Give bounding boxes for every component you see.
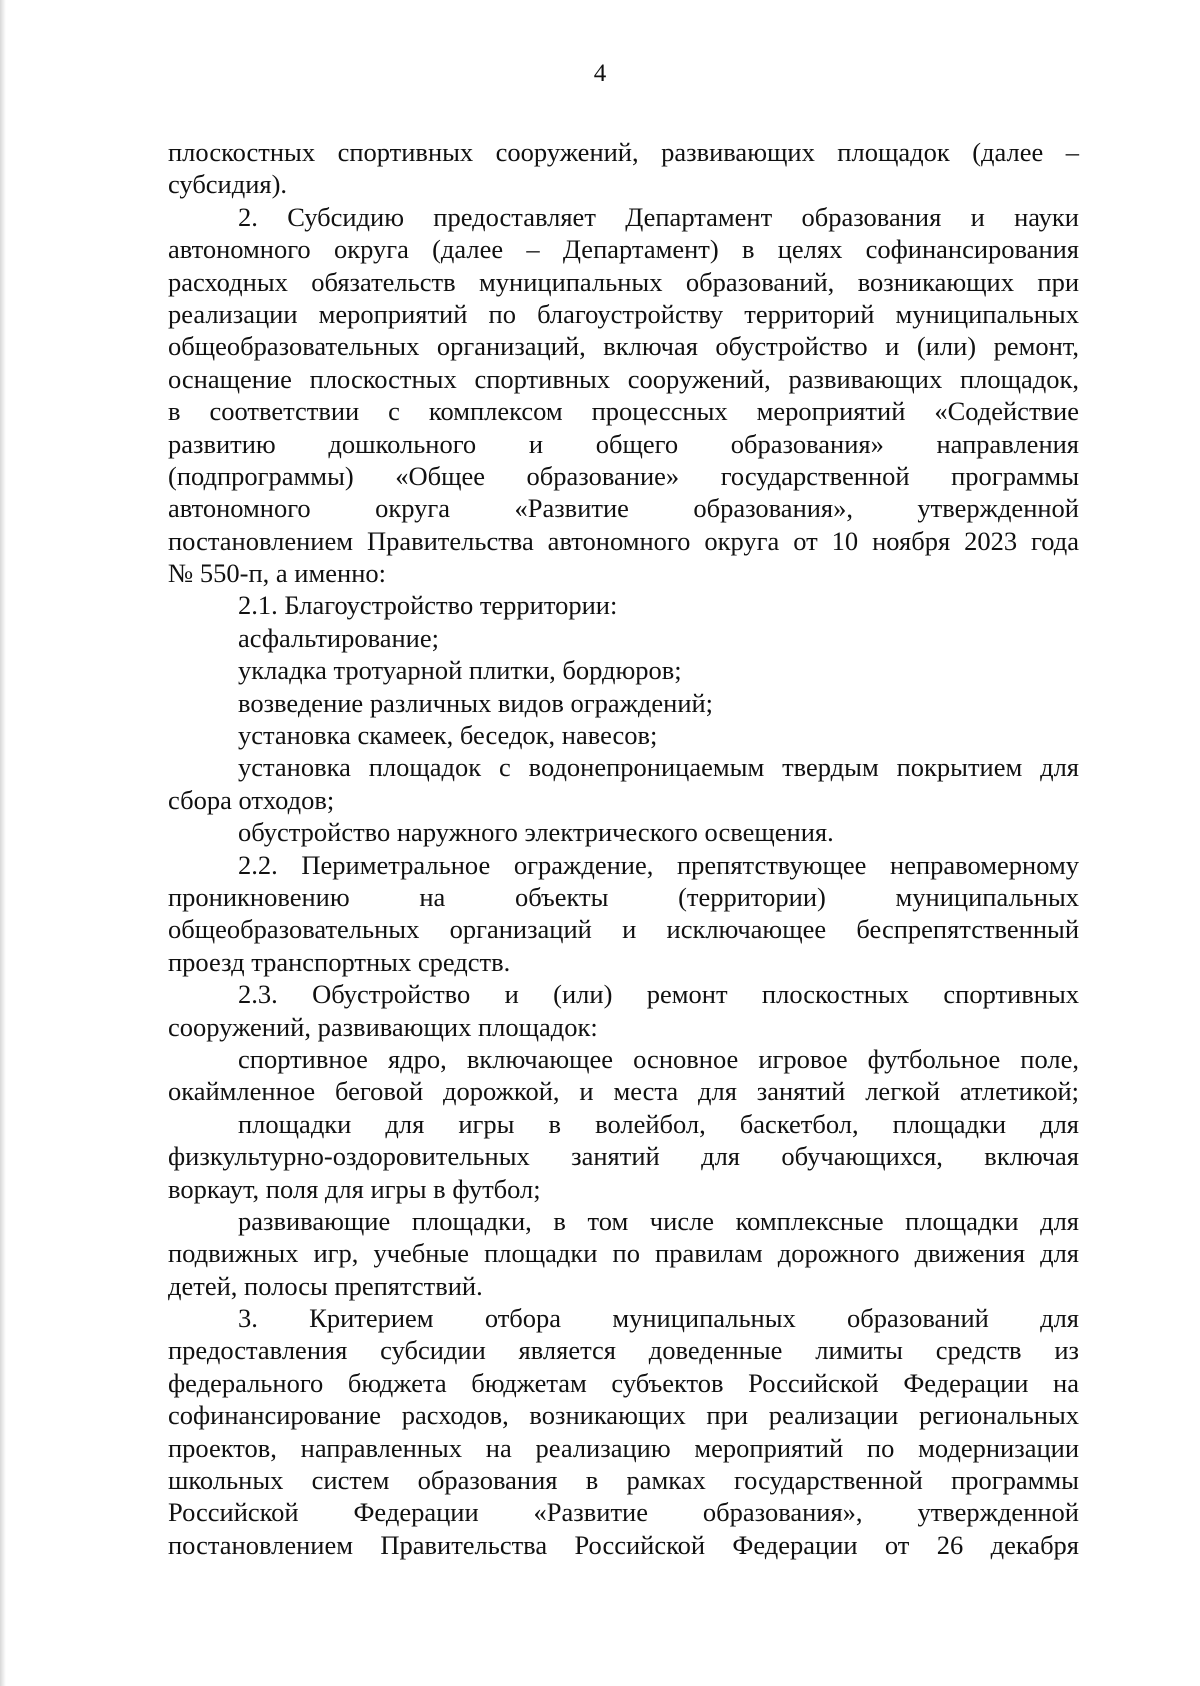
page-number: 4 bbox=[593, 60, 607, 87]
text-line: предоставления субсидии является доведенные лимиты средств из bbox=[168, 1335, 1079, 1366]
text-line: установка площадок с водонепроницаемым твердым покрытием для bbox=[238, 752, 1079, 783]
text-line: Российской Федерации «Развитие образования», утвержденной bbox=[168, 1497, 1079, 1528]
text-line: 3. Критерием отбора муниципальных образований для bbox=[238, 1303, 1079, 1334]
text-line: проезд транспортных средств. bbox=[168, 946, 511, 977]
text-line: подвижных игр, учебные площадки по правилам дорожного движения для bbox=[168, 1238, 1079, 1269]
text-line: федерального бюджета бюджетам субъектов Российской Федерации на bbox=[168, 1367, 1079, 1398]
text-line: школьных систем образования в рамках государственной программы bbox=[168, 1465, 1079, 1496]
text-line: развитию дошкольного и общего образования» направления bbox=[168, 428, 1079, 459]
text-line: субсидия). bbox=[168, 169, 288, 200]
text-line: автономного округа (далее – Департамент) в целях софинансирования bbox=[168, 234, 1079, 265]
text-line: асфальтирование; bbox=[238, 622, 439, 653]
text-line: обустройство наружного электрического освещения. bbox=[238, 817, 834, 848]
text-line: развивающие площадки, в том числе комплексные площадки для bbox=[238, 1205, 1079, 1236]
text-line: расходных обязательств муниципальных образований, возникающих при bbox=[168, 266, 1079, 297]
text-line: постановлением Правительства Российской Федерации от 26 декабря bbox=[168, 1529, 1079, 1560]
text-line: постановлением Правительства автономного округа от 10 ноября 2023 года bbox=[168, 525, 1079, 556]
text-line: плоскостных спортивных сооружений, развивающих площадок (далее – bbox=[168, 137, 1079, 167]
text-line: оснащение плоскостных спортивных сооружений, развивающих площадок, bbox=[168, 363, 1079, 394]
text-line: реализации мероприятий по благоустройству территорий муниципальных bbox=[168, 298, 1079, 329]
text-line: 2. Субсидию предоставляет Департамент образования и науки bbox=[238, 201, 1079, 232]
text-line: проектов, направленных на реализацию мероприятий по модернизации bbox=[168, 1432, 1079, 1463]
text-line: воркаут, поля для игры в футбол; bbox=[168, 1173, 541, 1204]
text-line: софинансирование расходов, возникающих при реализации региональных bbox=[168, 1400, 1079, 1431]
text-line: возведение различных видов ограждений; bbox=[238, 687, 714, 718]
text-line: сооружений, развивающих площадок: bbox=[168, 1011, 598, 1042]
text-line: 2.1. Благоустройство территории: bbox=[238, 590, 618, 621]
text-line: сбора отходов; bbox=[168, 784, 335, 815]
text-line: окаймленное беговой дорожкой, и места для занятий легкой атлетикой; bbox=[168, 1076, 1079, 1107]
text-line: в соответствии с комплексом процессных мероприятий «Содействие bbox=[168, 396, 1079, 427]
text-line: 2.3. Обустройство и (или) ремонт плоскостных спортивных bbox=[238, 979, 1079, 1010]
text-line: общеобразовательных организаций и исключающее беспрепятственный bbox=[168, 914, 1079, 945]
text-line: общеобразовательных организаций, включая обустройство и (или) ремонт, bbox=[168, 331, 1079, 362]
text-line: детей, полосы препятствий. bbox=[168, 1270, 483, 1301]
text-line: укладка тротуарной плитки, бордюров; bbox=[238, 655, 682, 686]
text-line: спортивное ядро, включающее основное игровое футбольное поле, bbox=[238, 1043, 1079, 1074]
text-line: физкультурно-оздоровительных занятий для обучающихся, включая bbox=[168, 1141, 1079, 1172]
text-line: 2.2. Периметральное ограждение, препятствующее неправомерному bbox=[238, 849, 1079, 880]
text-line: автономного округа «Развитие образования», утвержденной bbox=[168, 493, 1079, 524]
text-line: № 550-п, а именно: bbox=[168, 558, 386, 589]
text-line: установка скамеек, беседок, навесов; bbox=[238, 720, 658, 751]
body-text bbox=[168, 136, 1079, 1561]
text-line: площадки для игры в волейбол, баскетбол, площадки для bbox=[238, 1108, 1079, 1139]
text-line: (подпрограммы) «Общее образование» государственной программы bbox=[168, 460, 1079, 491]
text-line: проникновению на объекты (территории) муниципальных bbox=[168, 881, 1079, 912]
scan-edge-shadow bbox=[0, 0, 6, 1686]
